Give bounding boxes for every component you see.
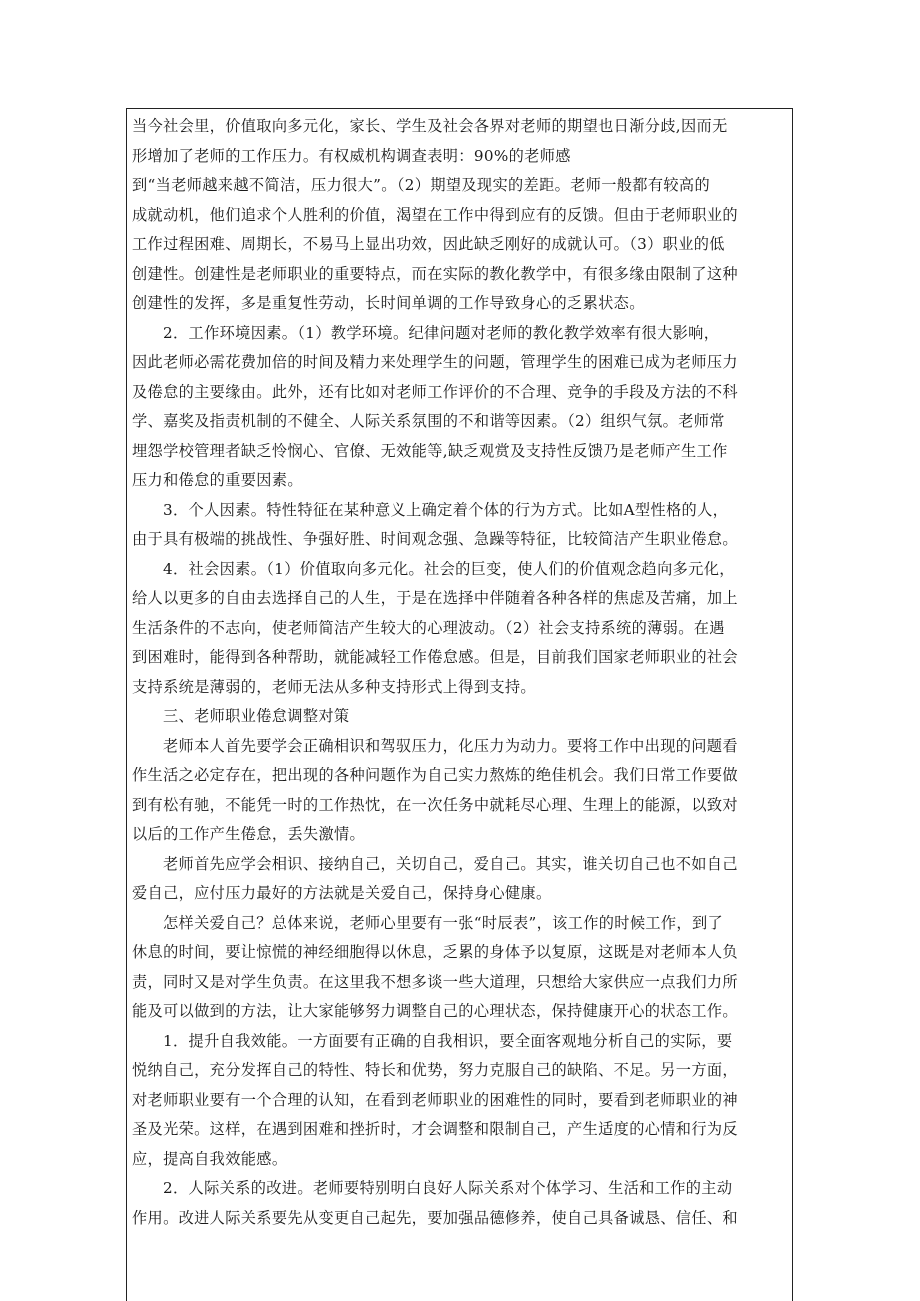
text-line: 压力和倦怠的重要因素。	[132, 471, 303, 489]
text-line: 对老师职业要有一个合理的认知，在看到老师职业的困难性的同时，要看到老师职业的神	[132, 1090, 738, 1109]
text-line: 怎样关爱自己？总体来说，老师心里要有一张“时辰表”，该工作的时候工作，到了	[163, 913, 724, 932]
text-line: 老师首先应学会相识、接纳自己，关切自己，爱自己。其实，谁关切自己也不如自己	[163, 854, 738, 873]
text-line: 由于具有极端的挑战性、争强好胜、时间观念强、急躁等特征，比较简洁产生职业倦怠。	[132, 530, 738, 548]
text-line: 工作过程困难、周期长，不易马上显出功效，因此缺乏刚好的成就认可。（3）职业的低	[132, 235, 725, 253]
document-body	[132, 112, 790, 1233]
text-line: 责，同时又是对学生负责。在这里我不想多谈一些大道理，只想给大家供应一点我们力所	[132, 972, 738, 991]
text-line: 到有松有驰，不能凭一时的工作热忱，在一次任务中就耗尽心理、生理上的能源，以致对	[132, 795, 738, 814]
text-line: 爱自己，应付压力最好的方法就是关爱自己，保持身心健康。	[132, 884, 552, 902]
text-line: 生活条件的不志向，使老师简洁产生较大的心理波动。（2）社会支持系统的薄弱。在遇	[132, 618, 725, 637]
text-line: 作生活之必定存在，把出现的各种问题作为自己实力熬炼的绝佳机会。我们日常工作要做	[132, 766, 738, 784]
text-line: 老师本人首先要学会正确相识和驾驭压力，化压力为动力。要将工作中出现的问题看	[163, 736, 738, 755]
text-line: 创建性。创建性是老师职业的重要特点，而在实际的教化教学中，有很多缘由限制了这种	[132, 264, 738, 283]
text-line: 三、老师职业倦怠调整对策	[163, 707, 350, 725]
text-line: 悦纳自己，充分发挥自己的特性、特长和优势，努力克服自己的缺陷、不足。另一方面，	[132, 1061, 738, 1079]
text-line: 创建性的发挥，多是重复性劳动，长时间单调的工作导致身心的乏累状态。	[132, 294, 645, 312]
text-line: 3．个人因素。特性特征在某种意义上确定着个体的行为方式。比如A型性格的人，	[163, 500, 729, 519]
text-line: 1．提升自我效能。一方面要有正确的自我相识，要全面客观地分析自己的实际，要	[163, 1031, 733, 1050]
text-line: 形增加了老师的工作压力。有权威机构调查表明：90%的老师感	[132, 146, 571, 165]
text-line: 2．工作环境因素。（1）教学环境。纪律问题对老师的教化教学效率有很大影响，	[163, 323, 720, 342]
text-line: 休息的时间，要让惊慌的神经细胞得以休息，乏累的身体予以复原，这既是对老师本人负	[132, 943, 738, 961]
text-line: 到困难时，能得到各种帮助，就能减轻工作倦怠感。但是，目前我们国家老师职业的社会	[132, 648, 738, 666]
text-line: 4．社会因素。（1）价值取向多元化。社会的巨变，使人们的价值观念趋向多元化，	[163, 559, 735, 578]
text-line: 到“当老师越来越不简洁，压力很大”。（2）期望及现实的差距。老师一般都有较高的	[132, 176, 710, 194]
text-line: 应，提高自我效能感。	[132, 1149, 288, 1168]
text-line: 能及可以做到的方法，让大家能够努力调整自己的心理状态，保持健康开心的状态工作。	[132, 1002, 738, 1020]
text-line: 给人以更多的自由去选择自己的人生，于是在选择中伴随着各种各样的焦虑及苦痛，加上	[132, 589, 738, 607]
text-line: 2．人际关系的改进。老师要特别明白良好人际关系对个体学习、生活和工作的主动	[163, 1179, 733, 1197]
text-line: 埋怨学校管理者缺乏怜悯心、官僚、无效能等,缺乏观赏及支持性反馈乃是老师产生工作	[132, 441, 728, 460]
text-line: 以后的工作产生倦怠，丢失激情。	[132, 825, 366, 843]
text-line: 因此老师必需花费加倍的时间及精力来处理学生的问题，管理学生的困难已成为老师压力	[132, 353, 738, 371]
text-line: 成就动机，他们追求个人胜利的价值，渴望在工作中得到应有的反馈。但由于老师职业的	[132, 205, 738, 224]
text-line: 当今社会里，价值取向多元化，家长、学生及社会各界对老师的期望也日渐分歧,因而无	[132, 117, 728, 135]
text-line: 支持系统是薄弱的，老师无法从多种支持形式上得到支持。	[132, 677, 536, 696]
text-line: 及倦怠的主要缘由。此外，还有比如对老师工作评价的不合理、竞争的手段及方法的不科	[132, 382, 738, 401]
text-line: 学、嘉奖及指责机制的不健全、人际关系氛围的不和谐等因素。（2）组织气氛。老师常	[132, 412, 725, 430]
text-line: 作用。改进人际关系要先从变更自己起先，要加强品德修养，使自己具备诚恳、信任、和	[132, 1208, 738, 1227]
text-line: 圣及光荣。这样，在遇到困难和挫折时，才会调整和限制自己，产生适度的心情和行为反	[132, 1120, 738, 1138]
